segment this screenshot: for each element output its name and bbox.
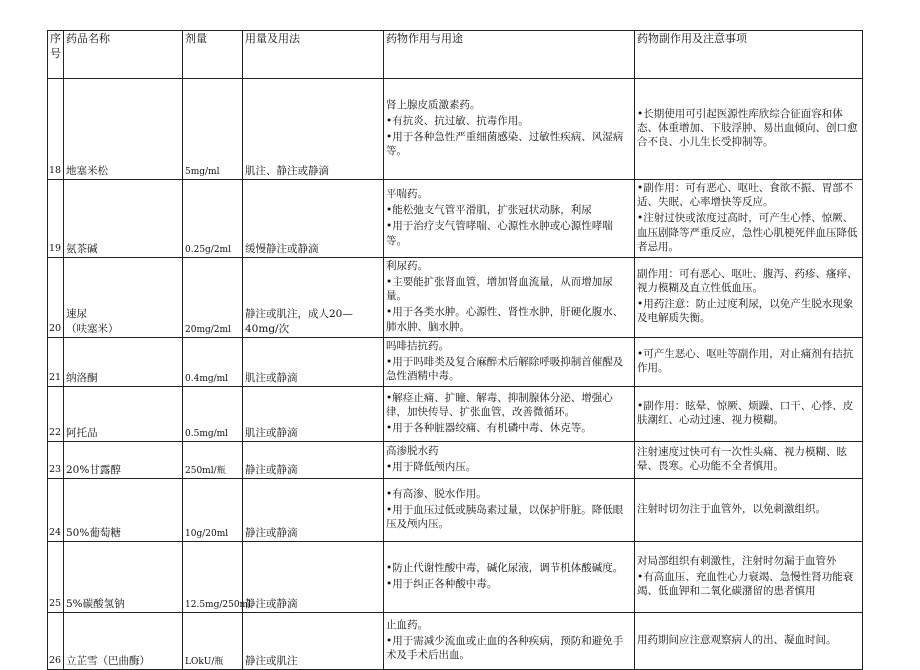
table-row <box>48 479 863 542</box>
side-effect-paragraph: 用药期间应注意观察病人的出、凝血时间。 <box>637 634 837 647</box>
table-row <box>48 180 863 258</box>
drug-effect <box>384 79 635 180</box>
effect-paragraph: •用于各种脏器绞痛、有机磷中毒、休克等。 <box>386 422 592 435</box>
drug-name-text: 氨茶碱 <box>66 242 98 255</box>
side-effect-paragraph: 副作用：可有恶心、呕吐、腹泻、药疹、瘙痒、视力模糊及直立性低血压。 <box>637 267 858 295</box>
drug-effect <box>384 613 635 670</box>
drug-effect <box>384 442 635 479</box>
row-number: 19 <box>48 180 64 258</box>
effect-paragraph: 肾上腺皮质激素药。 <box>386 98 481 111</box>
drug-effect <box>384 542 635 613</box>
row-number: 23 <box>48 442 64 479</box>
drug-dose: 250ml/瓶 <box>183 442 243 479</box>
drug-side-effects <box>635 257 863 337</box>
drug-name-text: 阿托品 <box>66 427 98 440</box>
drug-usage: 静注或肌注 <box>243 613 384 670</box>
side-effect-paragraph: •副作用：可有恶心、呕吐、食欲不振、胃部不适、失眠、心率增快等反应。 <box>637 182 854 209</box>
drug-dose: 0.4mg/ml <box>183 337 243 387</box>
effect-paragraph: •有抗炎、抗过敏、抗毒作用。 <box>386 114 529 127</box>
effect-paragraph: •能松弛支气管平滑肌，扩张冠状动脉，利尿 <box>386 204 592 217</box>
effect-paragraph: 高渗脱水药 <box>386 445 439 458</box>
drug-dose: 20mg/2ml <box>183 257 243 337</box>
side-effect-paragraph: •注射过快或浓度过高时，可产生心悸、惊厥、血压剧降等严重反应，急性心肌梗死伴血压降低者忌用。 <box>637 212 858 253</box>
table-header-row <box>48 31 863 79</box>
drug-side-effects <box>635 180 863 258</box>
drug-name <box>64 613 183 670</box>
drug-rows <box>48 79 863 670</box>
effect-paragraph: •用于需减少流血或止血的各种疾病，预防和避免手术及手术后出血。 <box>386 635 624 662</box>
effect-paragraph: •用于治疗支气管哮喘、心源性水肿或心源性哮喘等。 <box>386 220 613 247</box>
effect-paragraph: •用于纠正各种酸中毒。 <box>386 578 498 591</box>
effect-paragraph: •主要能扩张肾血管，增加肾血流量，从而增加尿量。 <box>386 276 613 303</box>
drug-usage: 静注或静滴 <box>243 479 384 542</box>
row-number: 24 <box>48 479 64 542</box>
drug-name <box>64 479 183 542</box>
drug-effect <box>384 337 635 387</box>
table-row <box>48 337 863 387</box>
side-effect-paragraph: •副作用：眩晕、惊厥、烦躁、口干、心悸、皮肤潮红、心动过速、视力模糊。 <box>637 400 854 427</box>
header-side-effects: 药物副作用及注意事项 <box>635 31 863 79</box>
table-row <box>48 387 863 442</box>
side-effect-paragraph: •有高血压、充血性心力衰竭、急慢性肾功能衰竭、低血钾和二氧化碳潴留的患者慎用 <box>637 571 854 598</box>
row-number: 26 <box>48 613 64 670</box>
drug-name-text: 立芷雪（巴曲酶） <box>66 655 150 668</box>
header-no: 序号 <box>48 31 64 79</box>
drug-dose: 5mg/ml <box>183 79 243 180</box>
drug-side-effects <box>635 79 863 180</box>
drug-name <box>64 257 183 337</box>
drug-table <box>47 30 863 670</box>
effect-paragraph: •用于各种急性严重细菌感染、过敏性疾病、风湿病等。 <box>386 131 624 158</box>
side-effect-paragraph: •长期使用可引起医源性库欣综合征面容和体态、体重增加、下肢浮肿、易出血倾向、创口愈合不良、小儿生长受抑制等。 <box>637 107 858 149</box>
drug-alias-text: （呋塞米） <box>66 322 119 335</box>
effect-paragraph: 止血药。 <box>386 618 428 631</box>
side-effect-paragraph: 对局部组织有刺激性，注射时勿漏于血管外 <box>637 554 837 567</box>
effect-paragraph: •有高渗、脱水作用。 <box>386 487 487 500</box>
row-number: 21 <box>48 337 64 387</box>
drug-name <box>64 337 183 387</box>
effect-paragraph: •解痉止痛、扩瞳、解毒、抑制腺体分泌、增强心律，加快传导、扩张血管，改善微循环。 <box>386 391 613 419</box>
side-effect-paragraph: 注射速度过快可有一次性头痛、视力模糊、眩晕、畏寒。心功能不全者慎用。 <box>637 446 847 473</box>
drug-name-text: 速尿 <box>66 308 87 321</box>
side-effect-paragraph: •可产生恶心、呕吐等副作用，对止痛剂有拮抗作用。 <box>637 347 854 374</box>
drug-dose: 0.5mg/ml <box>183 387 243 442</box>
drug-side-effects <box>635 479 863 542</box>
drug-usage: 缓慢静注或静滴 <box>243 180 384 258</box>
drug-dose: 12.5mg/250ml <box>183 542 243 613</box>
drug-effect <box>384 387 635 442</box>
drug-side-effects <box>635 387 863 442</box>
row-number: 25 <box>48 542 64 613</box>
drug-effect <box>384 479 635 542</box>
drug-name <box>64 387 183 442</box>
row-number: 18 <box>48 79 64 180</box>
table-row <box>48 442 863 479</box>
drug-effect <box>384 180 635 258</box>
drug-name-text: 50%葡萄糖 <box>66 527 121 540</box>
drug-dose: 0.25g/2ml <box>183 180 243 258</box>
drug-usage: 静注或静滴 <box>243 542 384 613</box>
drug-side-effects <box>635 613 863 670</box>
header-effect: 药物作用与用途 <box>384 31 635 79</box>
drug-name <box>64 180 183 258</box>
drug-usage: 肌注、静注或静滴 <box>243 79 384 180</box>
drug-dose: LOkU/瓶 <box>183 613 243 670</box>
drug-usage: 静注或肌注，成人20—40mg/次 <box>243 257 384 337</box>
effect-paragraph: 平喘药。 <box>386 188 428 201</box>
effect-paragraph: 利尿药。 <box>386 259 428 272</box>
drug-side-effects <box>635 542 863 613</box>
header-usage: 用量及用法 <box>243 31 384 79</box>
effect-paragraph: 吗啡拮抗药。 <box>386 339 449 352</box>
drug-effect <box>384 257 635 337</box>
table-row <box>48 613 863 670</box>
drug-dose: 10g/20ml <box>183 479 243 542</box>
drug-name-text: 5%碳酸氢钠 <box>66 598 125 611</box>
header-name: 药品名称 <box>64 31 183 79</box>
drug-name-text: 纳洛酮 <box>66 372 98 385</box>
effect-paragraph: •用于吗啡类及复合麻醉术后解除呼吸抑制首催醒及急性酒精中毒。 <box>386 355 624 383</box>
header-dose: 剂量 <box>183 31 243 79</box>
drug-name-text: 地塞米松 <box>66 164 108 177</box>
table-row <box>48 79 863 180</box>
drug-side-effects <box>635 442 863 479</box>
effect-paragraph: •用于血压过低或胰岛素过量，以保护肝脏。降低眼压及颅内压。 <box>386 504 624 531</box>
drug-name <box>64 542 183 613</box>
drug-usage: 肌注或静滴 <box>243 387 384 442</box>
effect-paragraph: •防止代谢性酸中毒，碱化尿液，调节机体酸碱度。 <box>386 562 624 575</box>
effect-paragraph: •用于各类水肿。心源性、肾性水肿，肝硬化腹水、肺水肿、脑水肿。 <box>386 306 624 333</box>
row-number: 20 <box>48 257 64 337</box>
row-number: 22 <box>48 387 64 442</box>
table-row <box>48 257 863 337</box>
drug-name <box>64 79 183 180</box>
side-effect-paragraph: •用药注意：防止过度利尿，以免产生脱水现象及电解质失衡。 <box>637 298 854 325</box>
drug-name <box>64 442 183 479</box>
side-effect-paragraph: 注射时切勿注于血管外，以免刺激组织。 <box>637 503 826 516</box>
drug-usage: 静注或静滴 <box>243 442 384 479</box>
drug-usage: 肌注或静滴 <box>243 337 384 387</box>
drug-name-text: 20%甘露醇 <box>66 464 121 477</box>
table-row <box>48 542 863 613</box>
drug-side-effects <box>635 337 863 387</box>
effect-paragraph: •用于降低颅内压。 <box>386 461 477 474</box>
